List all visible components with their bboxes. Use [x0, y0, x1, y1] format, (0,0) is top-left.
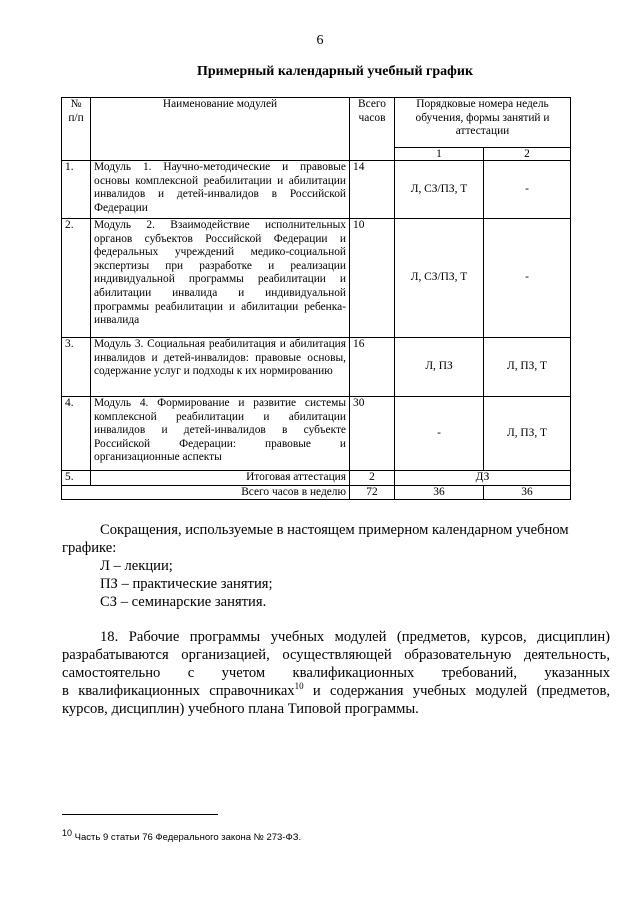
attestation-hours: 2 [350, 471, 395, 486]
abbreviation-item: СЗ – семинарские занятия. [100, 594, 267, 610]
table-row [62, 219, 571, 338]
table-row-attestation [62, 471, 571, 486]
total-week-1: 36 [395, 485, 484, 500]
module-hours: 16 [350, 338, 395, 397]
abbreviation-item: Л – лекции; [100, 558, 173, 574]
total-hours: 72 [350, 485, 395, 500]
header-week-2: 2 [484, 148, 571, 161]
total-label: Всего часов в неделю [62, 485, 350, 500]
table-header-row [62, 98, 571, 148]
total-week-2: 36 [484, 485, 571, 500]
week-2-forms: Л, ПЗ, Т [484, 397, 571, 471]
paragraph-line: 18. Рабочие программы учебных модулей (предметов, курсов, дисциплин) [100, 629, 610, 645]
module-hours: 10 [350, 219, 395, 338]
footnote [62, 827, 302, 843]
header-module-name: Наименование модулей [91, 98, 350, 161]
paragraph-line [62, 682, 610, 700]
row-number: 1. [62, 161, 91, 219]
page-number: 6 [316, 33, 324, 48]
paragraph-line: курсов, дисциплин) учебного плана Типовой программы. [62, 701, 419, 717]
week-2-forms: Л, ПЗ, Т [484, 338, 571, 397]
abbreviation-item: ПЗ – практические занятия; [100, 576, 273, 592]
paragraph-line: разрабатываются организацией, осуществляющей образовательную деятельность, [62, 647, 610, 663]
schedule-table [61, 97, 571, 500]
header-total-hours: Всего часов [350, 98, 395, 161]
page-title: Примерный календарный учебный график [196, 64, 474, 79]
module-hours: 30 [350, 397, 395, 471]
table-row-total [62, 485, 571, 500]
row-number: 4. [62, 397, 91, 471]
week-1-forms: - [395, 397, 484, 471]
module-name: Модуль 1. Научно-методические и правовые основы комплексной реабилитации и абилитации инвалидов и детей-инвалидов в Российской Федерации [91, 161, 350, 219]
footnote-text: Часть 9 статьи 76 Федерального закона № 273-ФЗ. [72, 832, 302, 843]
table-row [62, 338, 571, 397]
module-name: Модуль 4. Формирование и развитие системы комплексной реабилитации и абилитации инвалидов и детей-инвалидов в субъекте Российской Федерации: правовые и организационные аспекты [91, 397, 350, 471]
row-number: 3. [62, 338, 91, 397]
week-1-forms: Л, СЗ/ПЗ, Т [395, 219, 484, 338]
row-number: 5. [62, 471, 91, 486]
footnote-reference[interactable]: 10 [294, 681, 304, 692]
module-hours: 14 [350, 161, 395, 219]
module-name: Модуль 2. Взаимодействие исполнительных органов субъектов Российской Федерации и федеральных учреждений медико-социальной экспертизы при разработке и реализации индивидуальной программы реабилитации и абилитации инвалида и индивидуальной программы реабилитации и абилитации ребенка-инвалида [91, 219, 350, 338]
row-number: 2. [62, 219, 91, 338]
header-number: № п/п [62, 98, 91, 161]
week-2-forms: - [484, 219, 571, 338]
attestation-form: ДЗ [395, 471, 571, 486]
footnote-marker: 10 [62, 827, 73, 838]
module-name: Модуль 3. Социальная реабилитация и абилитация инвалидов и детей-инвалидов: правовые основы, содержание услуг и подходы к их нормированию [91, 338, 350, 397]
paragraph-text: и содержания учебных модулей (предметов, [303, 683, 610, 699]
table-row [62, 161, 571, 219]
header-week-1: 1 [395, 148, 484, 161]
week-2-forms: - [484, 161, 571, 219]
paragraph-line: самостоятельно с учетом квалификационных требований, указанных [62, 665, 610, 681]
paragraph-text: в квалификационных справочниках [62, 683, 295, 699]
footnote-separator [62, 814, 218, 815]
header-weeks: Порядковые номера недель обучения, формы занятий и аттестации [395, 98, 571, 148]
attestation-label: Итоговая аттестация [91, 471, 350, 486]
week-1-forms: Л, ПЗ [395, 338, 484, 397]
abbreviations-intro: Сокращения, используемые в настоящем примерном календарном учебном графике: [62, 522, 569, 556]
table-row [62, 397, 571, 471]
week-1-forms: Л, СЗ/ПЗ, Т [395, 161, 484, 219]
